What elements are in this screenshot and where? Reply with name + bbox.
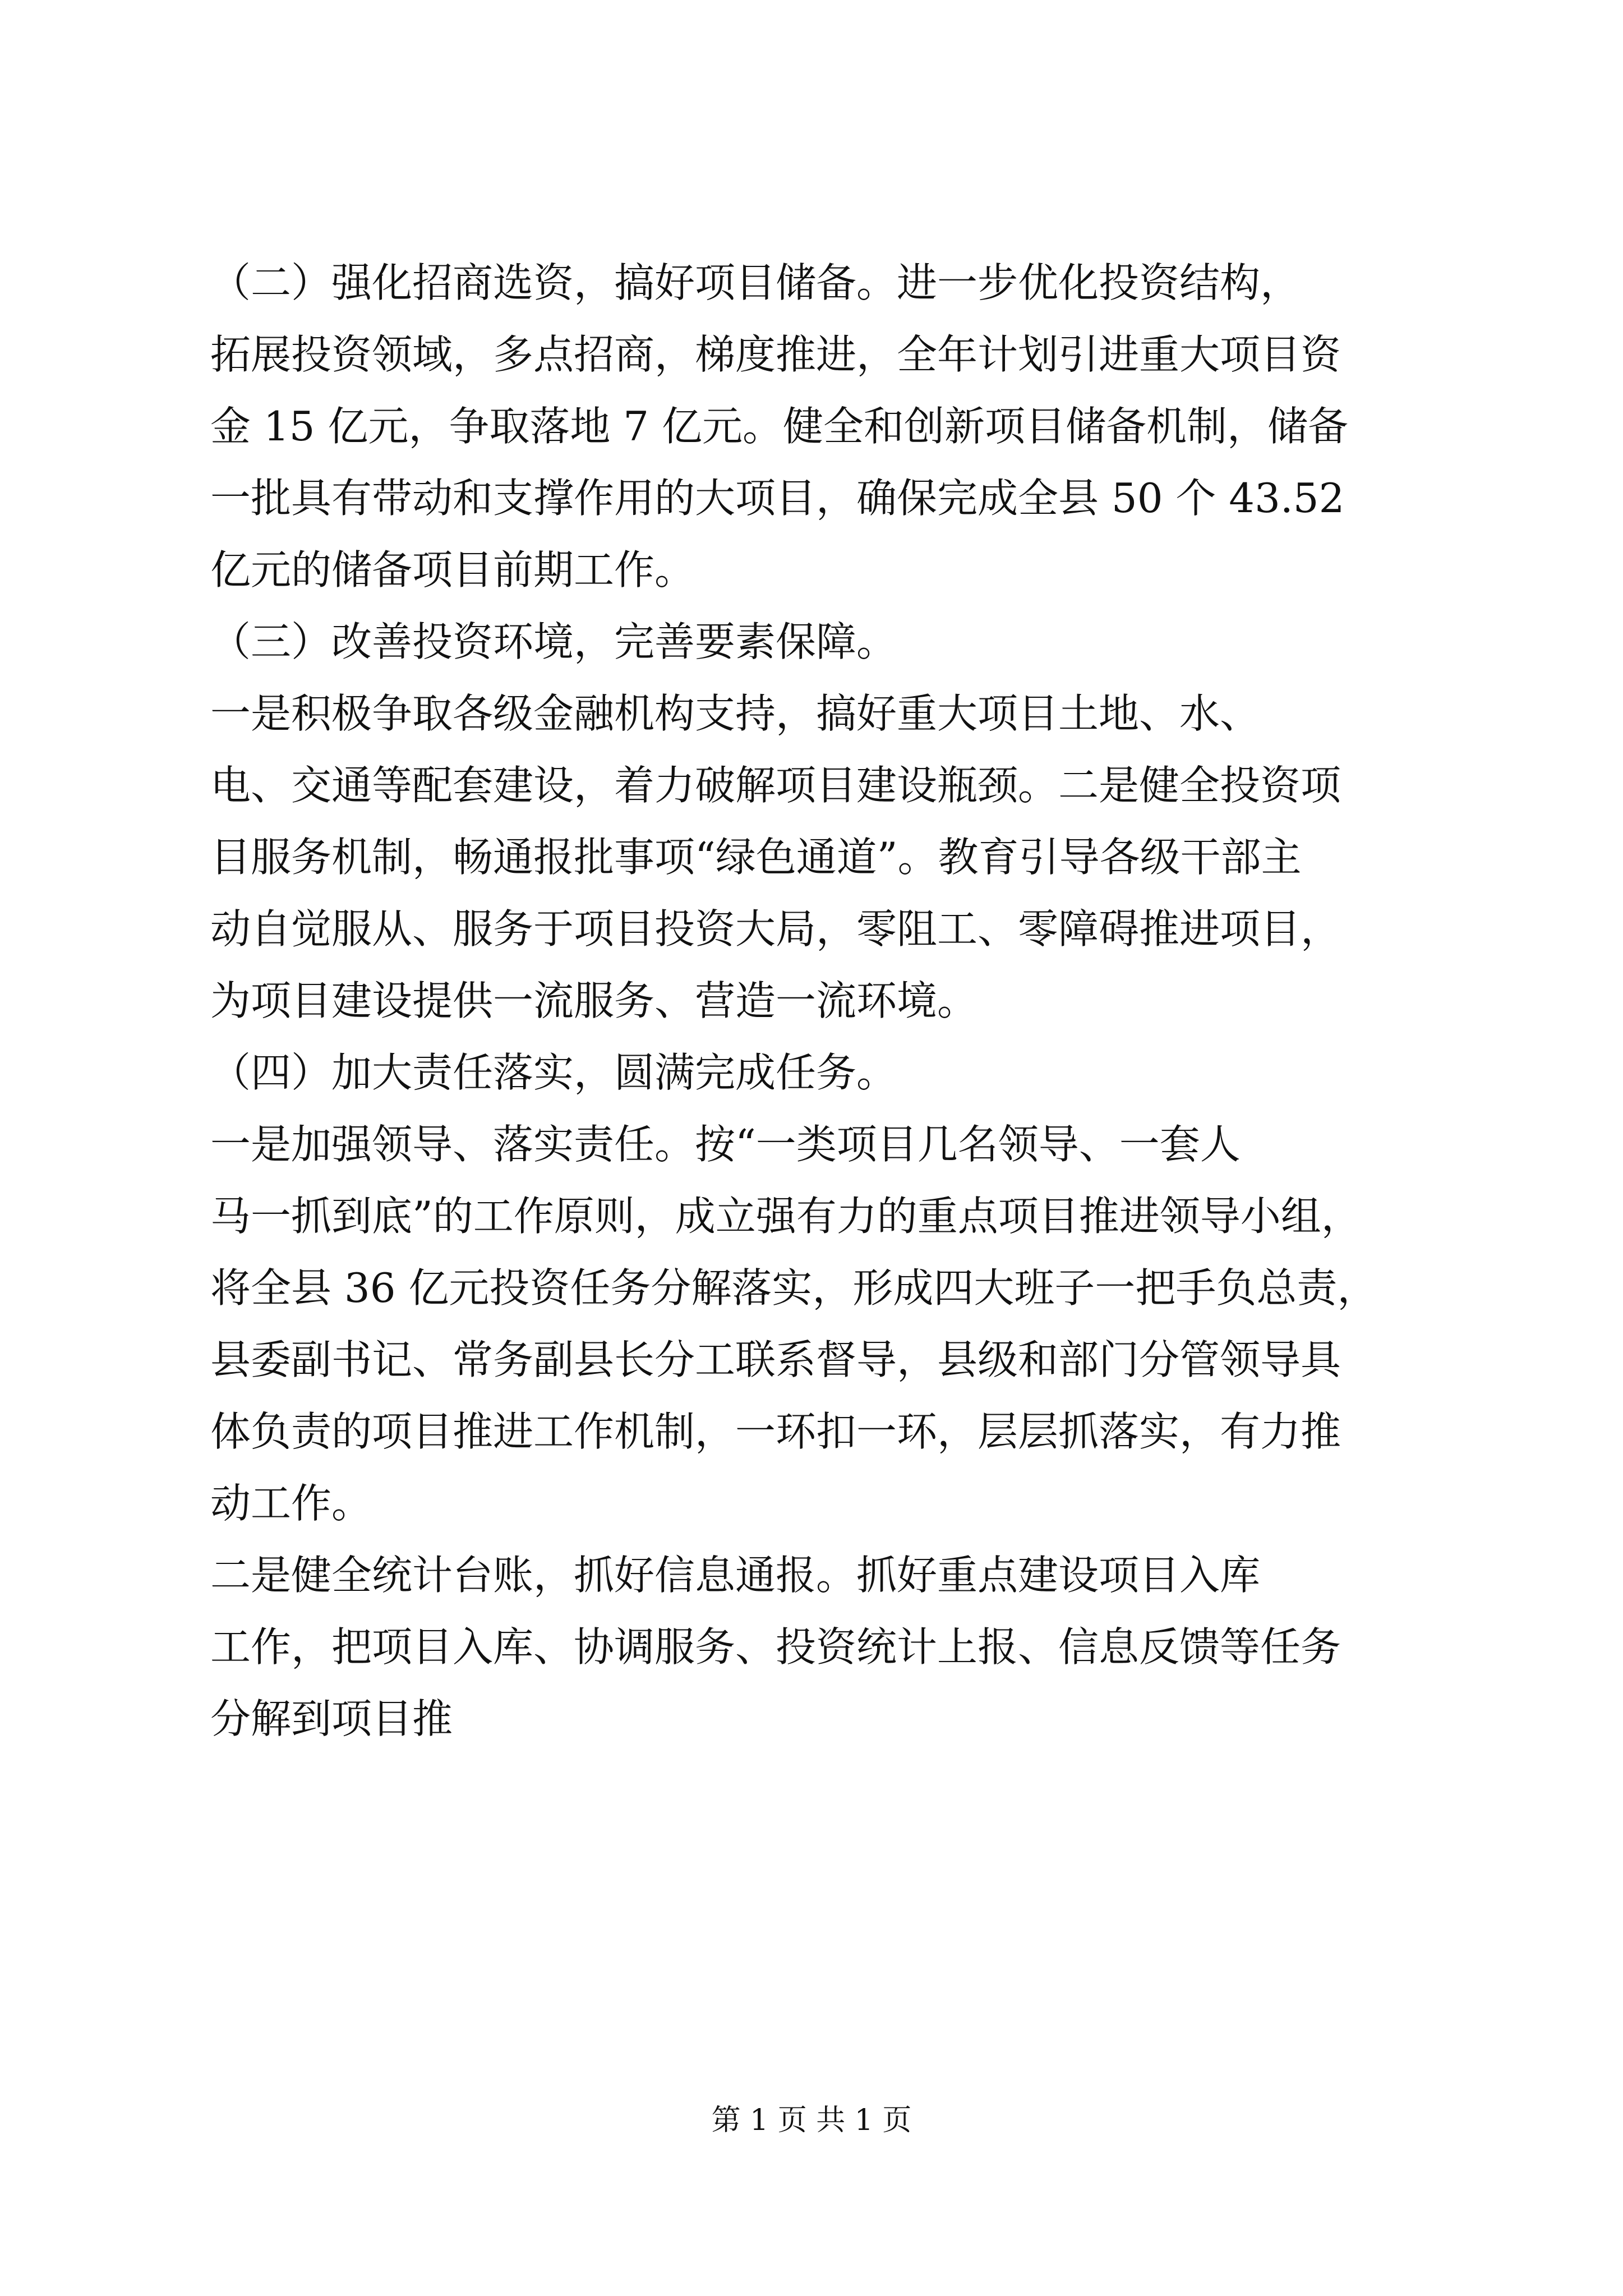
text-line: 亿元的储备项目前期工作。: [210, 546, 695, 593]
text-line: 一批具有带动和支撑作用的大项目，确保完成全县 50 个 43.52: [210, 475, 1345, 522]
text-line: （二）强化招商选资，搞好项目储备。进一步优化投资结构，: [210, 259, 1301, 306]
text-line: 二是健全统计台账，抓好信息通报。抓好重点建设项目入库: [210, 1552, 1261, 1599]
text-line: 拓展投资领域，多点招商，梯度推进，全年计划引进重大项目资: [210, 331, 1341, 378]
text-line: 目服务机制，畅通报批事项“绿色通道”。教育引导各级干部主: [210, 834, 1302, 881]
text-line: 分解到项目推: [210, 1695, 453, 1742]
text-line: 县委副书记、常务副县长分工联系督导，县级和部门分管领导具: [210, 1336, 1341, 1383]
text-line: （四）加大责任落实，圆满完成任务。: [210, 1049, 897, 1096]
text-line: 体负责的项目推进工作机制，一环扣一环，层层抓落实，有力推: [210, 1408, 1341, 1455]
text-line: 为项目建设提供一流服务、营造一流环境。: [210, 977, 978, 1024]
text-line: 工作，把项目入库、协调服务、投资统计上报、信息反馈等任务: [210, 1623, 1341, 1671]
text-line: 一是加强领导、落实责任。按“一类项目几名领导、一套人: [210, 1121, 1241, 1168]
body-text: [210, 247, 1422, 1755]
text-line: 动工作。: [210, 1480, 372, 1527]
text-line: 动自觉服从、服务于项目投资大局，零阻工、零障碍推进项目，: [210, 905, 1341, 953]
text-line: 一是积极争取各级金融机构支持，搞好重大项目土地、水、: [210, 690, 1261, 737]
text-line: 将全县 36 亿元投资任务分解落实，形成四大班子一把手负总责，: [210, 1264, 1378, 1312]
text-line: （三）改善投资环境，完善要素保障。: [210, 618, 897, 665]
text-line: 电、交通等配套建设，着力破解项目建设瓶颈。二是健全投资项: [210, 762, 1341, 809]
text-line: 马一抓到底”的工作原则，成立强有力的重点项目推进领导小组，: [210, 1193, 1362, 1240]
text-line: 金 15 亿元，争取落地 7 亿元。健全和创新项目储备机制，储备: [210, 403, 1348, 450]
page-footer: 第 1 页 共 1 页: [711, 2104, 912, 2137]
